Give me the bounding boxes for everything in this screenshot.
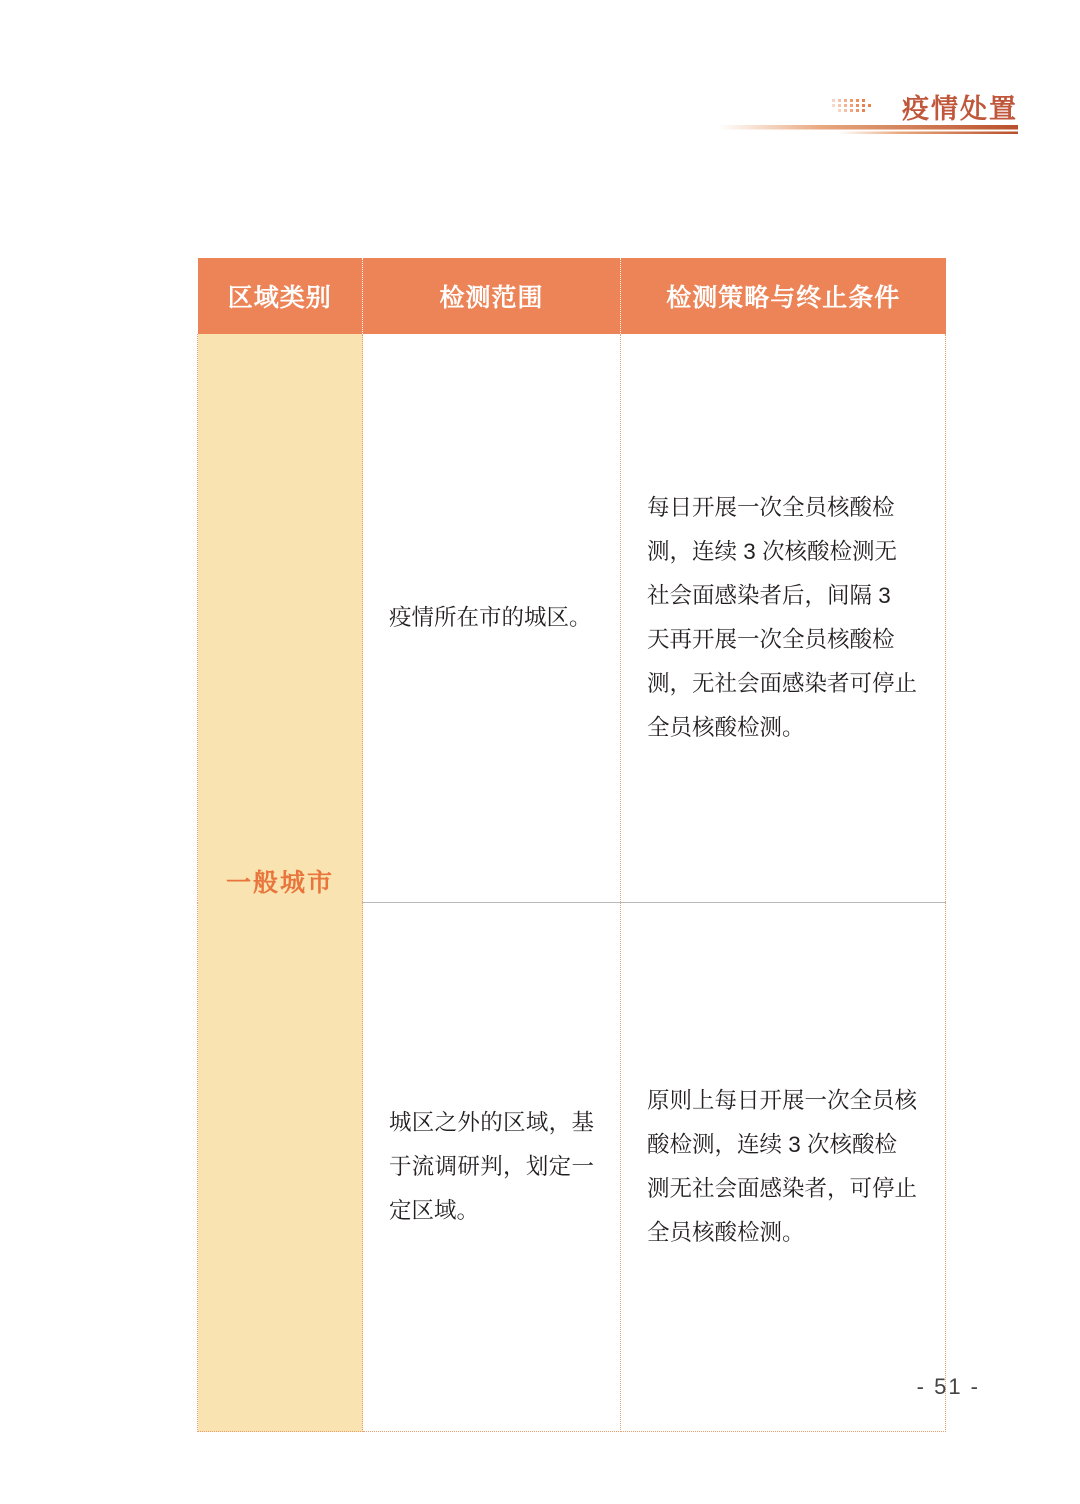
gradient-rule-icon bbox=[718, 122, 1018, 132]
table-header-row bbox=[198, 258, 946, 334]
cell-policy bbox=[621, 334, 946, 903]
column-header-test-scope: 检测范围 bbox=[363, 258, 621, 334]
column-header-test-policy: 检测策略与终止条件 bbox=[621, 258, 946, 334]
cell-scope bbox=[363, 334, 621, 903]
cell-policy-text: 原则上每日开展一次全员核酸检测，连续 3 次核酸检测无社会面感染者，可停止全员核酸检测。 bbox=[647, 1088, 918, 1245]
cell-scope bbox=[363, 903, 621, 1432]
column-header-area-type: 区域类别 bbox=[198, 258, 363, 334]
cell-scope-text: 城区之外的区域，基于流调研判，划定一定区域。 bbox=[389, 1110, 594, 1223]
cell-category: 一般城市 bbox=[198, 334, 363, 1432]
cell-policy bbox=[621, 903, 946, 1432]
header-title: 疫情处置 bbox=[902, 93, 1018, 124]
detection-strategy-table bbox=[197, 258, 945, 1432]
table-row bbox=[198, 334, 946, 903]
cell-scope-text: 疫情所在市的城区。 bbox=[389, 605, 592, 630]
dotted-gradient-icon bbox=[832, 97, 886, 115]
cell-policy-text: 每日开展一次全员核酸检测，连续 3 次核酸检测无社会面感染者后，间隔 3 天再开展一次全员核酸检测，无社会面感染者可停止全员核酸检测。 bbox=[647, 495, 918, 740]
page-number: - 51 - bbox=[916, 1374, 980, 1399]
